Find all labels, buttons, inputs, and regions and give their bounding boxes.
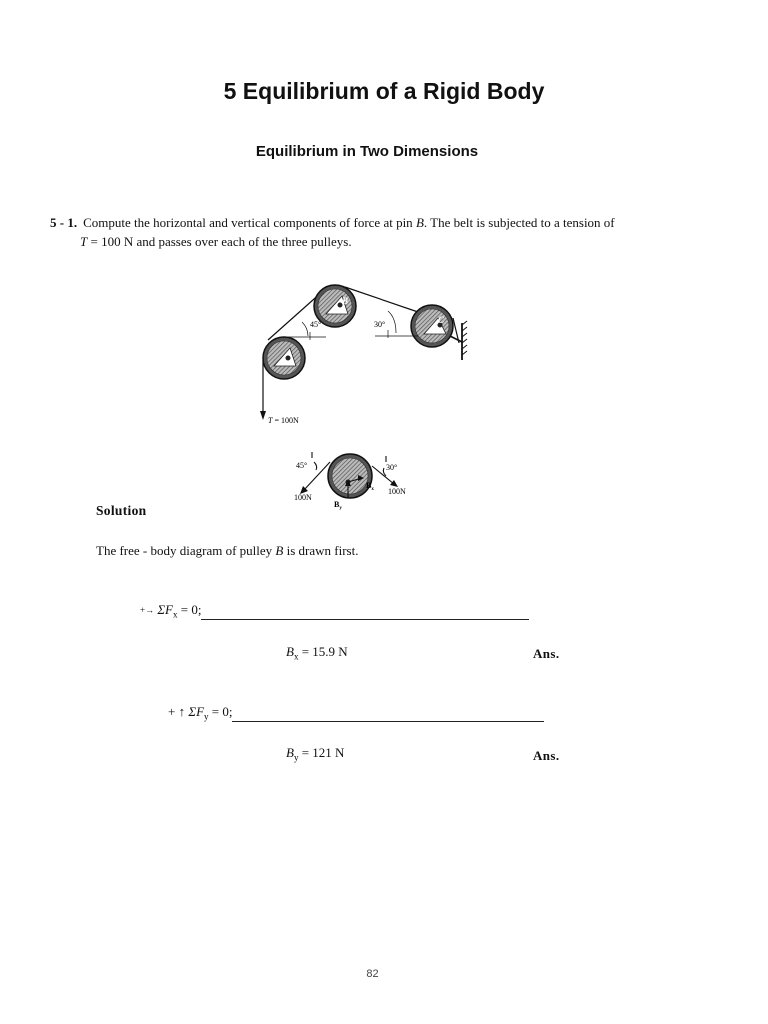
fig1-angle-45: 45° [310,320,322,329]
fx-direction-arrow: +→ [140,605,155,615]
fbd-label-by [334,500,342,511]
fig1-tension-value: = 100N [272,416,299,425]
bx-base: B [286,644,294,659]
problem-statement [50,213,700,251]
bx-value: = 15.9 N [298,644,348,659]
bx-ans-label: Ans. [533,646,560,661]
fbd-force-right: 100N [388,487,406,496]
fx-sigma: ΣF [157,602,173,617]
problem-number: 5 - 1. [50,215,78,230]
solution-heading: Solution [96,503,147,518]
by-base: B [286,745,294,760]
problem-line-2 [50,232,700,251]
section-title: Equilibrium in Two Dimensions [255,143,479,160]
by-sub: y [293,752,299,763]
free-body-diagram [282,448,432,514]
tension-arrow-icon [260,411,266,420]
fx-rest: = 0; [177,602,202,617]
fbd-force-left: 100N [294,493,312,502]
fig1-angle-30: 30° [374,320,386,329]
fig1-tension-symbol: T [268,416,273,425]
fbd-bx-sub: x [371,487,374,492]
fy-rest: = 0; [208,704,233,719]
solution-text-part2: is drawn first. [283,543,359,558]
bx-sub: x [293,651,299,662]
problem-tension-symbol: T [80,234,88,249]
solution-text-part1: The free - body diagram of pulley [96,543,276,558]
pulley-c-icon [411,305,453,347]
by-result [286,745,344,763]
chapter-title: 5 Equilibrium of a Rigid Body [223,78,545,104]
fig1-tension-label [268,416,299,425]
fy-sub: y [204,711,209,722]
problem-text-part2: . The belt is subjected to a tension of [423,215,615,230]
fx-answer-line[interactable] [201,607,529,620]
fbd-angle-30: 30° [386,463,398,472]
pulley-a-icon [263,337,305,379]
fbd-by-base: B [334,500,340,509]
fbd-bx-base: B [366,481,372,490]
fx-sub: x [173,609,178,620]
page-number: 82 [366,968,379,980]
solution-pin-label: B [275,543,284,558]
fy-prefix: + ↑ [168,704,189,719]
problem-pin-label: B [415,215,424,230]
fbd-pulley-icon [328,454,372,498]
solution-text [96,543,358,559]
fy-answer-line[interactable] [232,709,544,722]
fbd-by-sub: y [339,506,342,511]
problem-text-part1: Compute the horizontal and vertical components of force at pin [83,215,416,230]
sum-fx-equation [140,602,529,620]
fy-sigma: ΣF [188,704,205,719]
pulley-system-figure [250,278,480,428]
problem-text-part3: = 100 N and passes over each of the three pulleys. [87,234,352,249]
fbd-angle-45: 45° [296,461,308,470]
fig1-label-b: B [342,296,349,306]
sum-fy-equation [168,704,544,722]
bx-result [286,644,348,662]
by-ans-label: Ans. [533,748,560,763]
by-value: = 121 N [298,745,345,760]
fig1-label-c: C [438,315,445,325]
